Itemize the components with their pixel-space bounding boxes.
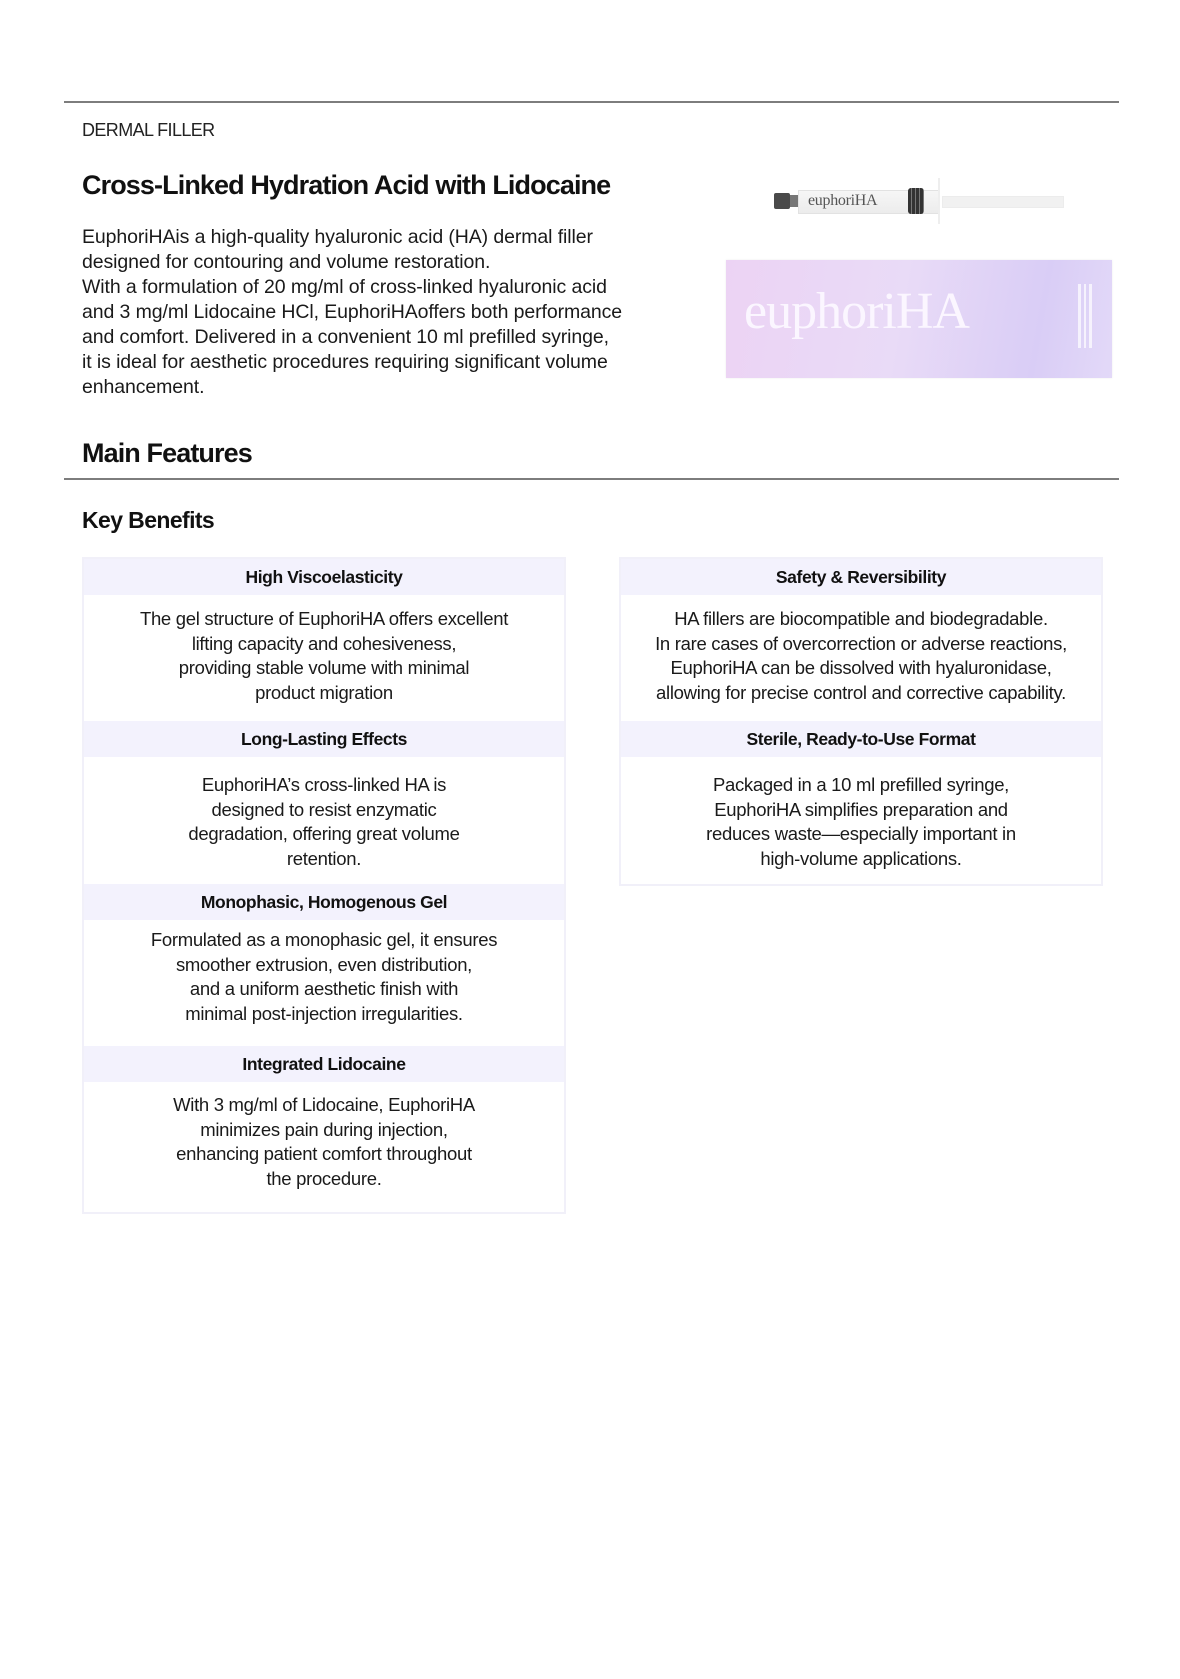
syringe-label: euphoriHA [808,192,878,209]
benefit-text: The gel structure of EuphoriHA offers excellent lifting capacity and cohesiveness, providing stable volume with minimal product migration [139,608,509,703]
benefits-column-right [619,557,1103,886]
intro-line: designed for contouring and volume restoration. [82,251,491,273]
benefit-card [84,884,564,1046]
benefit-text: Formulated as a monophasic gel, it ensures smoother extrusion, even distribution, and a uniform aesthetic finish with minimal post-injection irregularities. [150,929,498,1024]
syringe-luer [790,195,798,207]
product-image [726,170,1118,380]
product-box [726,260,1112,378]
page-title: Cross-Linked Hydration Acid with Lidocaine [82,170,611,200]
box-side-text [1078,284,1092,348]
benefit-card [621,559,1101,721]
syringe-cap [774,193,790,209]
benefit-title: High Viscoelasticity [84,559,564,595]
intro-line: and comfort. Delivered in a convenient 10 ml prefilled syringe, [82,326,609,348]
benefit-text: EuphoriHA’s cross-linked HA is designed to resist enzymatic degradation, offering great volume retention. [188,774,460,869]
intro-line: it is ideal for aesthetic procedures requiring significant volume [82,351,608,373]
section-divider [64,478,1119,480]
syringe-image [774,188,1074,214]
intro-line: and 3 mg/ml Lidocaine HCl, EuphoriHAoffers both performance [82,301,623,323]
intro-line: EuphoriHAis a high-quality hyaluronic acid (HA) dermal filler [82,226,593,248]
benefit-title: Sterile, Ready-to-Use Format [621,721,1101,757]
benefit-card [84,559,564,721]
benefit-title: Integrated Lidocaine [84,1046,564,1082]
syringe-stopper [908,188,924,214]
benefit-text: HA fillers are biocompatible and biodegradable. In rare cases of overcorrection or adverse reactions, EuphoriHA can be dissolved with hyaluronidase, allowing for precise control and corrective capability. [655,608,1067,703]
syringe-plunger [942,196,1064,208]
top-divider [64,101,1119,103]
subsection-title-key-benefits: Key Benefits [82,507,215,533]
benefit-card [621,721,1101,884]
syringe-flange [938,178,940,224]
section-title-main-features: Main Features [82,438,252,468]
benefit-title: Monophasic, Homogenous Gel [84,884,564,920]
benefit-card [84,1046,564,1212]
benefit-title: Long-Lasting Effects [84,721,564,757]
intro-line: With a formulation of 20 mg/ml of cross-linked hyaluronic acid [82,276,607,298]
benefits-column-left [82,557,566,1214]
box-logo: euphoriHA [744,283,969,340]
benefit-text: Packaged in a 10 ml prefilled syringe, EuphoriHA simplifies preparation and reduces waste—especially important in high-volume applications. [706,774,1016,869]
benefit-title: Safety & Reversibility [621,559,1101,595]
category-label: DERMAL FILLER [82,120,215,140]
benefit-text: With 3 mg/ml of Lidocaine, EuphoriHA minimizes pain during injection, enhancing patient comfort throughout the procedure. [173,1094,475,1189]
intro-line: enhancement. [82,376,205,398]
benefit-card [84,721,564,884]
intro-paragraph [82,225,692,400]
